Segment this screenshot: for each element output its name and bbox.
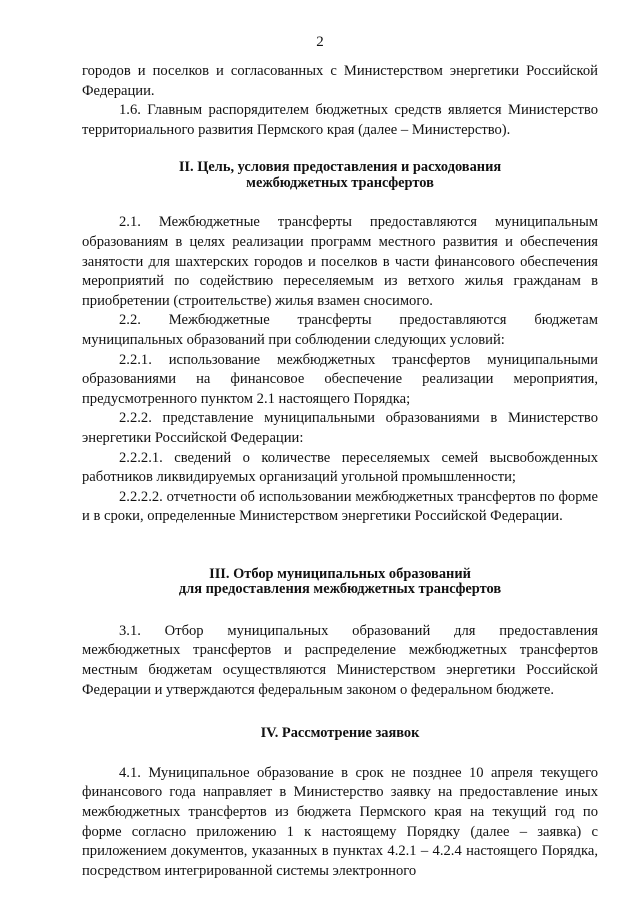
section-2-heading-line-1: II. Цель, условия предоставления и расходования [178, 159, 502, 176]
section-2-heading-line-2: межбюджетных трансфертов [246, 174, 434, 191]
section-3-heading-line-2: для предоставления межбюджетных трансфертов [178, 581, 502, 598]
paragraph-3-1: 3.1. Отбор муниципальных образований для предоставления межбюджетных трансфертов и распределение межбюджетных трансфертов местным бюджетам осуществляются Министерством энергетики Российской Федерации и утверждаются федеральным законом о федеральном бюджете. [82, 622, 598, 698]
paragraph-2-2: 2.2. Межбюджетные трансферты предоставляются бюджетам муниципальных образований при соблюдении следующих условий: [82, 312, 598, 348]
paragraph-intro: городов и поселков и согласованных с Министерством энергетики Российской Федерации. [82, 63, 598, 99]
paragraph-1-6: 1.6. Главным распорядителем бюджетных средств является Министерство территориального развития Пермского края (далее – Министерство). [82, 102, 598, 138]
paragraph-2-2-2-2: 2.2.2.2. отчетности об использовании межбюджетных трансфертов по форме и в сроки, определенные Министерством энергетики Российской Федерации. [82, 488, 598, 525]
paragraph-2-1: 2.1. Межбюджетные трансферты предоставляются муниципальным образованиям в целях реализации программ местного развития и обеспечения занятости для шахтерских городов и поселков в части финансового обеспечения мероприятий по содействию переселяемым из ветхого жилья гражданам в приобретении (строительстве) жилья взамен сносимого. [82, 214, 598, 309]
section-2-heading [82, 160, 598, 191]
section-4-heading: IV. Рассмотрение заявок [260, 725, 420, 742]
paragraph-2-2-2: 2.2.2. представление муниципальными образованиями в Министерство энергетики Российской Федерации: [82, 410, 598, 446]
document-body [82, 62, 598, 881]
paragraph-2-2-1: 2.2.1. использование межбюджетных трансфертов муниципальными образованиями на финансовое обеспечение реализации мероприятия, предусмотренного пунктом 2.1 настоящего Порядка; [82, 351, 598, 407]
section-3-heading [82, 567, 598, 598]
paragraph-4-1: 4.1. Муниципальное образование в срок не позднее 10 апреля текущего финансового года направляет в Министерство заявку на предоставление иных межбюджетных трансфертов из бюджета Пермского края на текущий год по форме согласно приложению 1 к настоящему Порядку (далее – заявка) с приложением документов, указанных в пунктах 4.2.1 – 4.2.4 настоящего Порядка, посредством интегрированной системы электронного [82, 764, 598, 879]
section-3-heading-line-1: III. Отбор муниципальных образований [209, 565, 471, 582]
page-number: 2 [316, 34, 324, 50]
paragraph-2-2-2-1: 2.2.2.1. сведений о количестве переселяемых семей высвобожденных работников ликвидируемых организаций угольной промышленности; [82, 449, 598, 486]
